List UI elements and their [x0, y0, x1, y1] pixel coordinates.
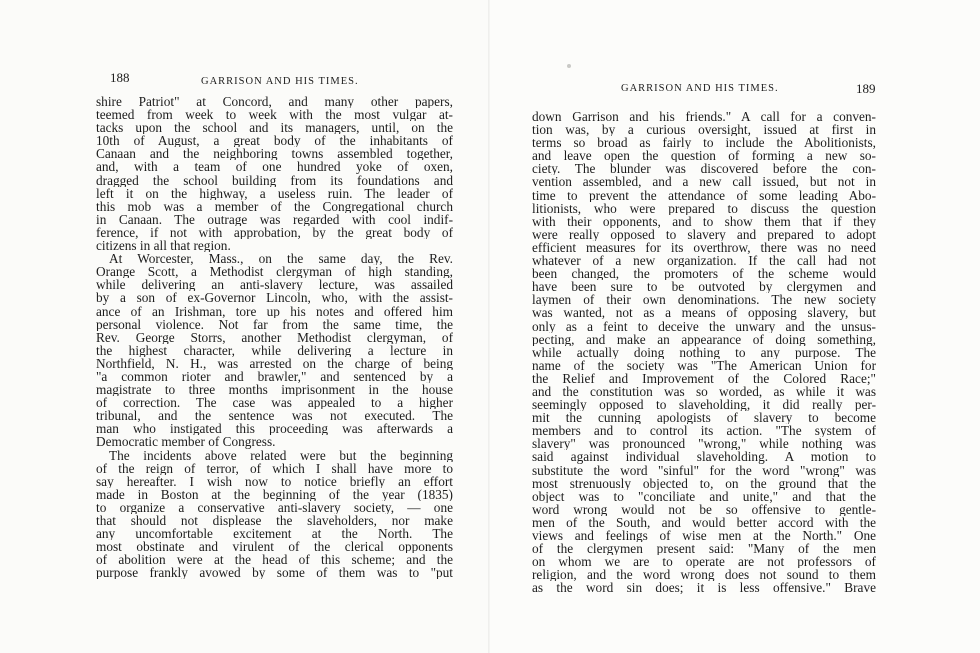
- text-line: 10th of August, a great body of the inhabitants of: [96, 134, 453, 148]
- page-number: 189: [856, 81, 876, 96]
- page-number: 188: [110, 70, 130, 85]
- running-head: GARRISON AND HIS TIMES.: [621, 83, 779, 94]
- text-line: any uncomfortable excitement at the North. The: [96, 527, 453, 541]
- text-line: substitute the word "sinful" for the word "wrong" was: [532, 463, 876, 477]
- text-line: "a common rioter and brawler," and sentenced by a: [96, 369, 453, 384]
- text-line: word wrong would not be so offensive to gentle-: [532, 502, 876, 516]
- text-line: made in Boston at the beginning of the year (1835): [96, 487, 453, 501]
- text-line: object was to "conciliate and unite," and that the: [532, 489, 876, 503]
- text-line: and the constitution was so worded, as while it was: [532, 384, 876, 399]
- text-line: and leave open the question of forming a new so-: [532, 149, 876, 163]
- text-line: purpose frankly avowed by some of them was to "put: [96, 566, 453, 580]
- text-line: this mob was a member of the Congregational church: [96, 199, 453, 213]
- text-line: dragged the school building from its foundations and: [96, 173, 453, 187]
- text-line: Democratic member of Congress.: [96, 435, 276, 449]
- text-line: to organize a conservative anti-slavery society, — one: [96, 500, 453, 514]
- right-page-body: [532, 110, 876, 594]
- text-line: while delivering an anti-slavery lecture, was assailed: [96, 278, 453, 292]
- text-line: while actually doing nothing to any purpose. The: [532, 345, 876, 359]
- text-line: vention assembled, and a new call issued, but not in: [532, 175, 876, 189]
- right-page: [490, 0, 980, 653]
- text-line: said against individual slaveholding. A motion to: [532, 450, 876, 464]
- text-line: whatever of a new organization. If the call had not: [532, 254, 876, 268]
- text-line: ference, if not with approbation, by the great body of: [96, 225, 453, 240]
- text-line: was wanted, not as a means of opposing slavery, but: [532, 306, 876, 320]
- text-line: that should not displease the slaveholders, nor make: [96, 514, 453, 528]
- text-line: the highest character, while delivering a lecture in: [96, 343, 453, 357]
- text-line: efficient measures for its overthrow, there was no need: [532, 240, 876, 255]
- text-line: shire Patriot" at Concord, and many other papers,: [96, 95, 453, 109]
- text-line: personal violence. Not far from the same time, the: [96, 317, 453, 331]
- text-line: views and feelings of wise men at the North." One: [532, 529, 876, 543]
- text-line: as the word sin does; it is less offensive." Brave: [532, 581, 876, 595]
- text-line: only as a feint to deceive the unwary and the unsus-: [532, 319, 876, 333]
- text-line: litionists, who were prepared to discuss the question: [532, 201, 876, 215]
- text-line: citizens in all that region.: [96, 239, 231, 253]
- text-line: The incidents above related were but the beginning: [109, 448, 453, 462]
- text-line: teemed from week to week with the most vulgar at-: [96, 108, 453, 122]
- text-line: tacks upon the school and its managers, until, on the: [96, 121, 453, 135]
- text-line: laymen of their own denominations. The new society: [532, 293, 876, 307]
- text-line: man who instigated this proceeding was afterwards a: [96, 422, 453, 436]
- text-line: most strenuously objected to, on the ground that the: [532, 476, 876, 490]
- text-line: At Worcester, Mass., on the same day, the Rev.: [109, 252, 453, 266]
- text-line: name of the society was "The American Union for: [532, 358, 876, 372]
- text-line: were really opposed to slavery and prepared to adopt: [532, 227, 876, 241]
- text-line: terms so broad as fairly to include the Abolitionists,: [532, 136, 876, 150]
- text-line: ciety. The blunder was discovered before the con-: [532, 162, 876, 176]
- text-line: of correction. The case was appealed to a higher: [96, 396, 453, 410]
- text-line: say hereafter. I wish now to notice briefly an effort: [96, 474, 453, 488]
- text-line: men of the South, and would better accord with the: [532, 515, 876, 529]
- left-page-body: [96, 95, 453, 579]
- text-line: ance of an Irishman, tore up his notes and offered him: [96, 304, 453, 318]
- text-line: tribunal, and the sentence was not executed. The: [96, 409, 453, 423]
- text-line: of the clergymen present said: "Many of the men: [532, 542, 876, 556]
- text-line: Northfield, N. H., was arrested on the charge of being: [96, 356, 453, 370]
- text-line: tion was, by a curious oversight, issued at first in: [532, 123, 876, 137]
- text-line: been changed, the promoters of the scheme would: [532, 267, 876, 281]
- text-line: slavery" was pronounced "wrong," while nothing was: [532, 437, 876, 451]
- text-line: seemingly opposed to slaveholding, it did really per-: [532, 398, 876, 412]
- text-line: Canaan and the neighboring towns assembled together,: [96, 147, 453, 161]
- text-line: mit the cunning apologists of slavery to become: [532, 411, 876, 425]
- text-line: most obstinate and virulent of the clerical opponents: [96, 540, 453, 554]
- text-line: time to prevent the attendance of some leading Abo-: [532, 188, 876, 202]
- text-line: the Relief and Improvement of the Colored Race;": [532, 371, 876, 385]
- text-line: of abolition were at the head of this scheme; and the: [96, 553, 453, 567]
- text-line: have been sure to be outvoted by clergymen and: [532, 280, 876, 294]
- text-line: of the reign of terror, of which I shall have more to: [96, 461, 453, 475]
- text-line: members and to control its action. "The system of: [532, 424, 876, 438]
- text-line: Rev. George Storrs, another Methodist clergyman, of: [96, 330, 453, 344]
- text-line: with their opponents, and to show them that if they: [532, 214, 876, 228]
- text-line: by a son of ex-Governor Lincoln, who, with the assist-: [96, 291, 453, 305]
- text-line: down Garrison and his friends." A call for a conven-: [532, 110, 876, 124]
- text-line: religion, and the word wrong does not sound to them: [532, 568, 876, 582]
- text-line: left it on the highway, a useless ruin. The leader of: [96, 186, 453, 200]
- text-line: pecting, and make an appearance of doing something,: [532, 332, 876, 346]
- text-line: on whom we are to operate are not professors of: [532, 555, 876, 569]
- text-line: and, with a team of one hundred yoke of oxen,: [96, 160, 453, 174]
- page-speck: [567, 64, 571, 68]
- running-head: GARRISON AND HIS TIMES.: [201, 76, 359, 87]
- text-line: in Canaan. The outrage was regarded with cool indif-: [96, 212, 453, 226]
- text-line: Orange Scott, a Methodist clergyman of high standing,: [96, 265, 453, 279]
- text-line: magistrate to three months imprisonment in the house: [96, 383, 453, 397]
